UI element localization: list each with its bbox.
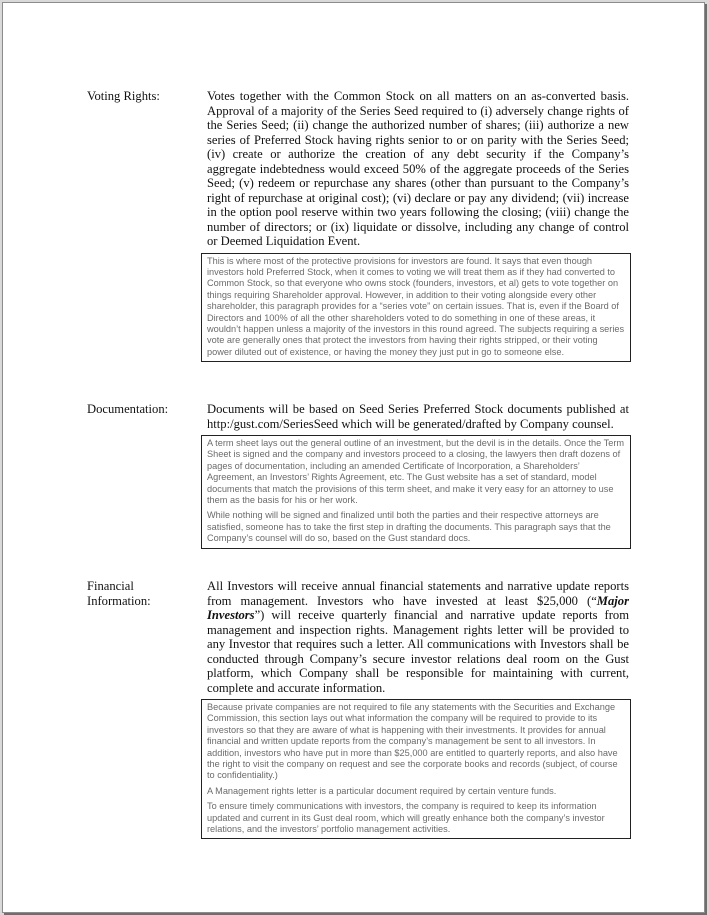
- voting-rights-label: Voting Rights:: [87, 89, 160, 103]
- financial-label-line-2: Information:: [87, 593, 151, 608]
- voting-rights-section: [87, 89, 633, 362]
- voting-rights-note: [201, 253, 631, 363]
- documentation-note: [201, 435, 631, 549]
- financial-information-section: [87, 579, 633, 839]
- documentation-label: Documentation:: [87, 402, 169, 416]
- voting-rights-note-text: This is where most of the protective provisions for investors are found. It says that even though investors hold Preferred Stock, when it comes to voting we will treat them as if they had converted to Common Stock, so that everyone who owns stock (founders, investors, et al) gets to vote together on things requiring Shareholder approval. However, in addition to their voting alongside every other shareholder, this paragraph provides for a “series vote” on certain issues. That is, even if the Board of Directors and 100% of all the other shareholders voted to do something in one of these areas, it wouldn’t happen unless a majority of the investors in this round agreed. The subjects requiring a series vote are generally ones that protect the investors from having their rights stripped, or their voting power diluted out of existence, or having the money they just put in go to someone else.: [207, 255, 625, 357]
- financial-note-text-2: A Management rights letter is a particular document required by certain venture funds.: [207, 785, 557, 796]
- financial-note-text-3: To ensure timely communications with investors, the company is required to keep its information updated and current in its Gust deal room, which will greatly enhance both the company’s investor relations, and the investors’ portfolio management activities.: [207, 801, 605, 835]
- voting-rights-text: Votes together with the Common Stock on all matters on an as-converted basis. Approval of a majority of the Series Seed required to (i) adversely change rights of the Series Seed; (ii) change the authorized number of shares; (iii) authorize a new series of Preferred Stock having rights senior to or on parity with the Series Seed; (iv) create or authorize the creation of any debt security if the Company’s aggregate indebtedness would exceed 50% of the aggregate proceeds of the Series Seed; (v) redeem or repurchase any shares (other than pursuant to the Company’s right of repurchase at original cost); (vi) declare or pay any dividend; (vii) increase in the option pool reserve within two years following the closing; (viii) change the number of directors; or (ix) liquidate or dissolve, including any change of control or Deemed Liquidation Event.: [207, 89, 629, 248]
- financial-information-note: [201, 699, 631, 839]
- documentation-note-text-2: While nothing will be signed and finalized until both the parties and their respective attorneys are satisfied, someone has to take the first step in drafting the documents. This paragraph says that the Company’s counsel will do so, based on the Gust standard docs.: [207, 510, 611, 544]
- financial-text-part-1: All Investors will receive annual financial statements and narrative update reports from management. Investors who have invested at least $25,000 (“: [207, 579, 629, 608]
- financial-information-text: [207, 579, 629, 695]
- financial-information-label: [87, 579, 197, 608]
- documentation-section: [87, 402, 633, 549]
- major-investors-term: Major Investors: [207, 593, 629, 622]
- financial-label-line-1: Financial: [87, 579, 134, 593]
- document-page: [2, 2, 705, 913]
- documentation-text: Documents will be based on Seed Series Preferred Stock documents published at http:/gust.com/SeriesSeed which will be generated/drafted by Company counsel.: [207, 402, 629, 431]
- documentation-note-text-1: A term sheet lays out the general outline of an investment, but the devil is in the details. Once the Term Sheet is signed and the company and investors proceed to a closing, the lawyers then draft dozens of pages of documentation, including an amended Certificate of Incorporation, a Shareholders’ Agreement, an Investors’ Rights Agreement, etc. The Gust website has a set of standard, model documents that match the provisions of this term sheet, and make it very easy for an attorney to use them as the basis for his or her work.: [207, 438, 625, 506]
- financial-note-text-1: Because private companies are not required to file any statements with the Securities and Exchange Commission, this section lays out what information the company will be required to provide to its investors so that they are aware of what is happening with their investments. It provides for annual financial and written update reports from the company’s management be sent to all investors. In addition, investors who have put in more than $25,000 are entitled to quarterly reports, and also have the right to visit the company on request and see the corporate books and records (subject, of course to confidentiality.): [207, 702, 618, 781]
- financial-text-part-2: ”) will receive quarterly financial and narrative update reports from management and inspection rights. Management rights letter will be provided to any Investor that requires such a letter. All communications with Investors shall be conducted through Company’s secure investor relations deal room on the Gust platform, which Company shall be responsible for maintaining with current, complete and accurate information.: [207, 608, 629, 695]
